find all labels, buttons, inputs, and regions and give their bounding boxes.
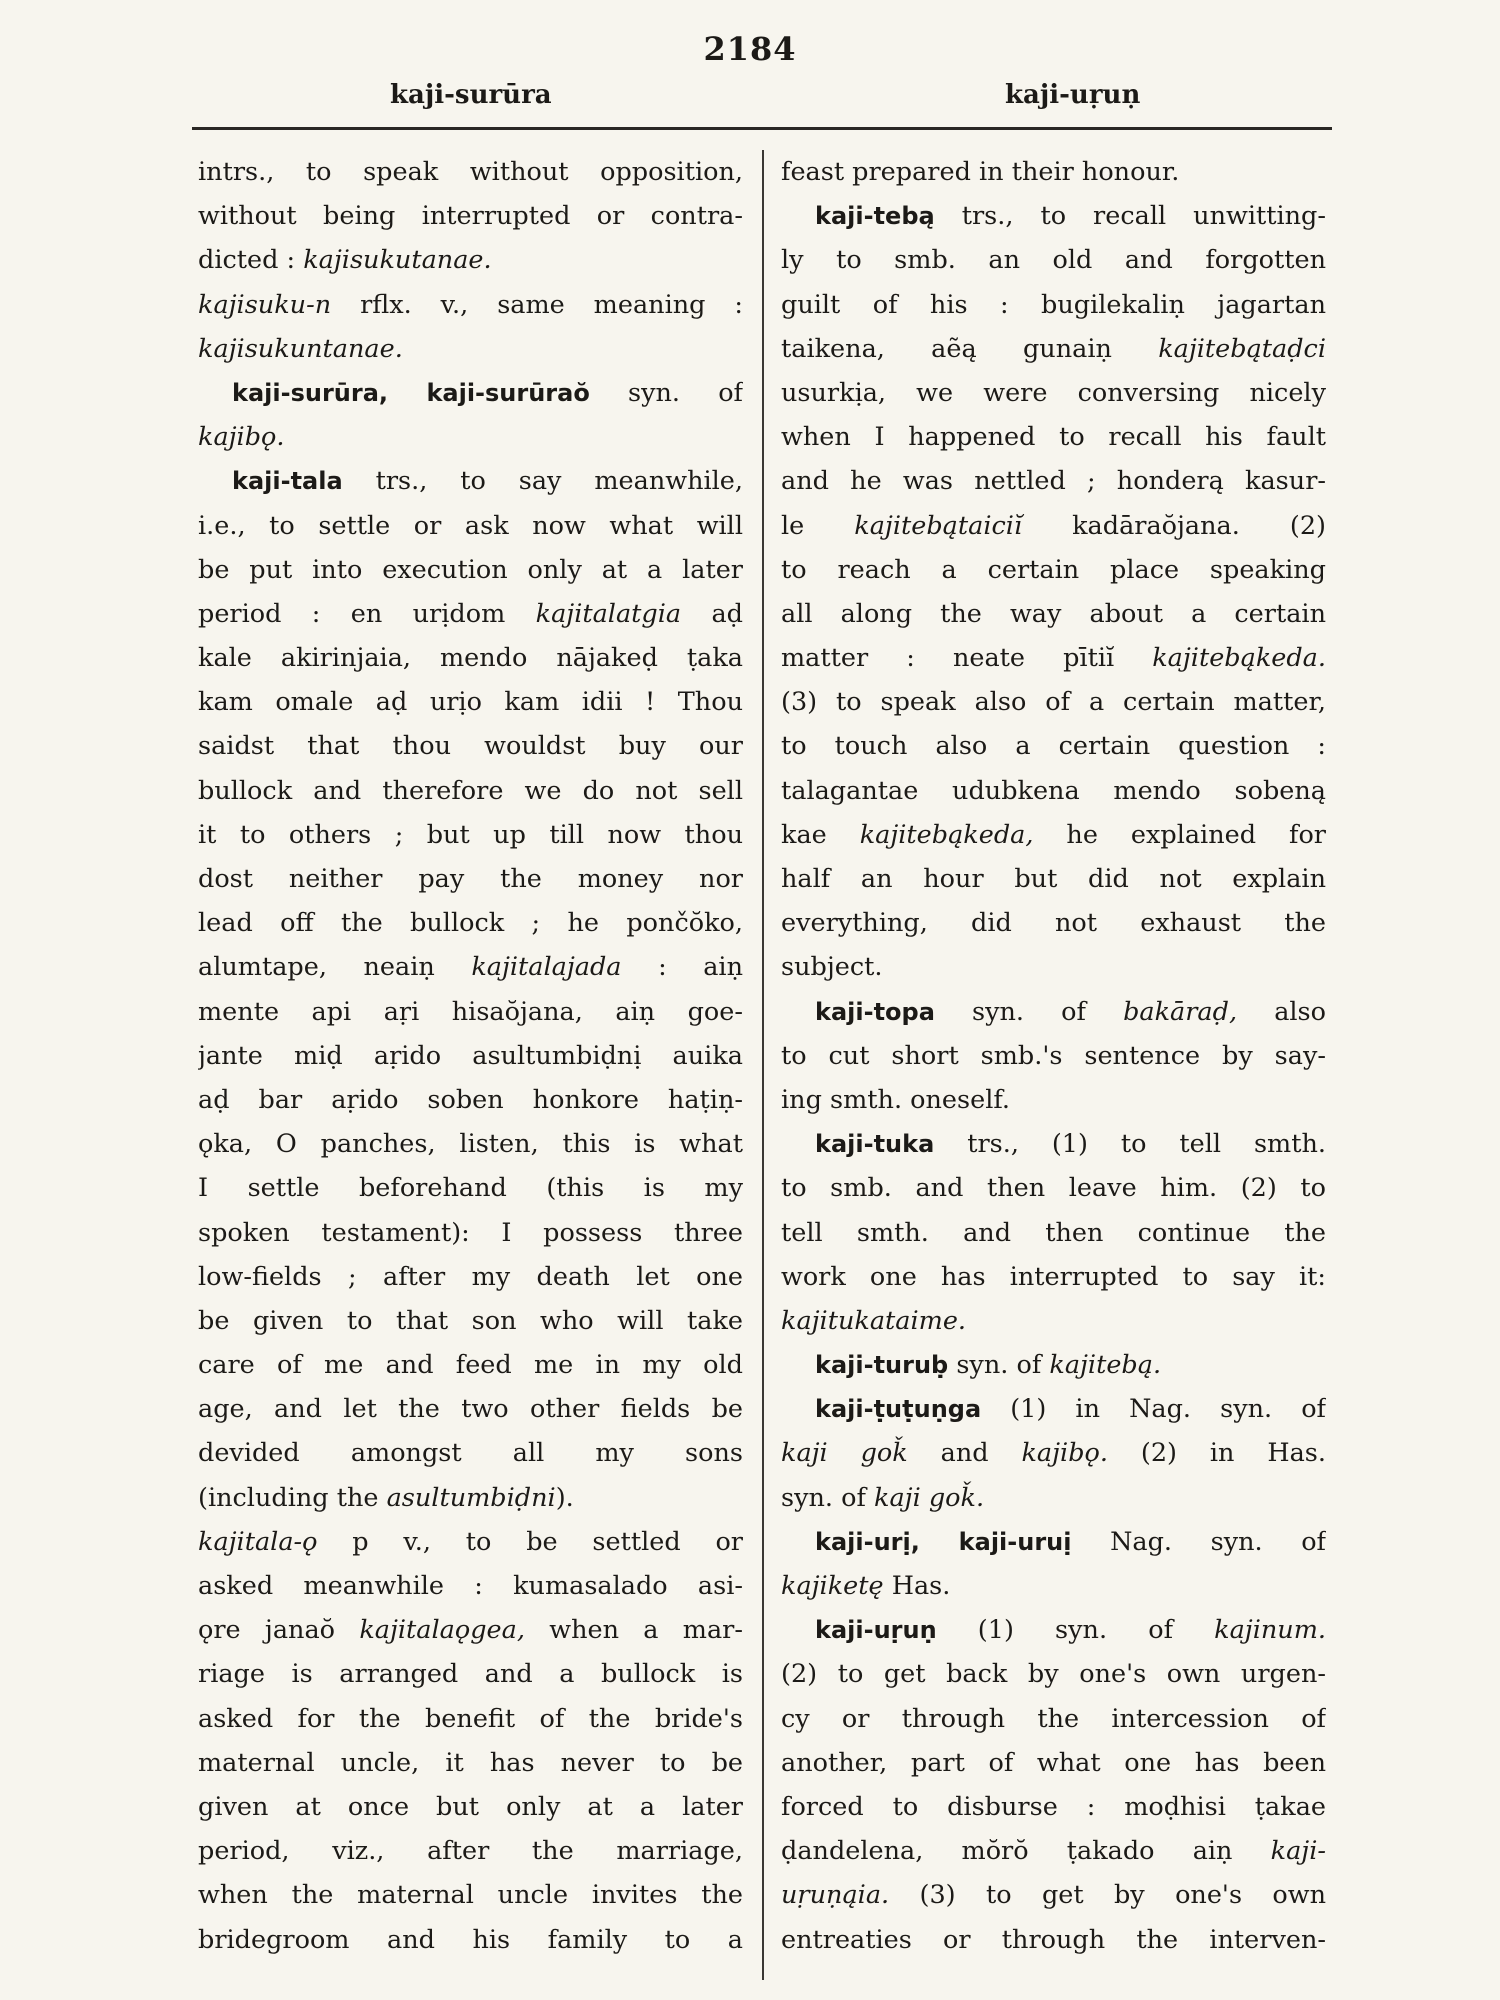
- text-line: [781, 548, 1326, 592]
- line-text: syn. of: [781, 1482, 875, 1513]
- line-text: be given to that son who will take: [198, 1305, 743, 1336]
- line-text: lead off the bullock ; he pončŏko,: [198, 908, 743, 939]
- line-text: to reach a certain place speaking: [781, 554, 1326, 585]
- text-line: [781, 857, 1326, 901]
- text-line: [781, 371, 1326, 415]
- example-text: kajisuku-n: [198, 289, 332, 320]
- line-text: when a mar-: [524, 1615, 743, 1646]
- line-text: when the maternal uncle invites the: [198, 1880, 743, 1911]
- text-line: [781, 504, 1326, 548]
- line-text: care of me and feed me in my old: [198, 1350, 743, 1381]
- text-line: [198, 1918, 743, 1962]
- line-text: dicted :: [198, 245, 304, 276]
- line-text: maternal uncle, it has never to be: [198, 1747, 743, 1778]
- text-line: [198, 371, 743, 415]
- line-text: intrs., to speak without opposition,: [198, 157, 743, 187]
- example-text: kajibǫ.: [198, 422, 285, 453]
- text-line: [198, 415, 743, 459]
- example-text: kaji goǩ: [781, 1438, 908, 1469]
- line-text: without being interrupted or contra-: [198, 201, 743, 232]
- text-line: [198, 1034, 743, 1078]
- line-text: it to others ; but up till now thou: [198, 819, 743, 850]
- line-text: everything, did not exhaust the: [781, 908, 1326, 939]
- text-line: [198, 1564, 743, 1608]
- line-text: (3) to speak also of a certain matter,: [781, 687, 1326, 718]
- line-text: aḍ: [681, 598, 743, 629]
- line-text: ǫre janaŏ: [198, 1615, 360, 1646]
- line-text: Nag. syn. of: [1071, 1526, 1326, 1557]
- text-line: [781, 813, 1326, 857]
- text-line: [198, 1299, 743, 1343]
- text-line: [198, 283, 743, 327]
- headword: kaji-turuḅ: [815, 1351, 949, 1380]
- line-text: I settle beforehand (this is my: [198, 1173, 743, 1204]
- text-line: [198, 459, 743, 503]
- example-text: uṛuṇąia.: [781, 1880, 890, 1911]
- line-text: tell smth. and then continue the: [781, 1217, 1326, 1248]
- text-line: [781, 283, 1326, 327]
- text-line: [198, 857, 743, 901]
- line-text: guilt of his : bugilekaliṇ jagartan: [781, 289, 1326, 320]
- line-text: when I happened to recall his fault: [781, 422, 1326, 453]
- text-line: [781, 592, 1326, 636]
- line-text: (3) to get by one's own: [889, 1880, 1326, 1911]
- text-line: [198, 1697, 743, 1741]
- line-text: saidst that thou wouldst buy our: [198, 731, 743, 762]
- line-text: entreaties or through the interven-: [781, 1924, 1326, 1955]
- text-line: [198, 194, 743, 238]
- line-text: mente api aṛi hisaŏjana, aiṇ goe-: [198, 996, 743, 1027]
- example-text: kajitalajada: [471, 952, 622, 983]
- line-text: aḍ bar aṛido soben honkore haṭiṇ-: [198, 1084, 743, 1115]
- line-text: riage is arranged and a bullock is: [198, 1659, 743, 1690]
- example-text: bakāraḍ,: [1123, 996, 1238, 1027]
- example-text: kajinum.: [1214, 1615, 1326, 1646]
- line-text: ing smth. oneself.: [781, 1084, 1010, 1115]
- headword: kaji-tuka: [815, 1130, 935, 1159]
- text-line: [198, 1078, 743, 1122]
- text-line: [781, 1829, 1326, 1873]
- line-text: to smb. and then leave him. (2) to: [781, 1173, 1326, 1204]
- text-line: [198, 1476, 743, 1520]
- right-column: [781, 150, 1326, 1962]
- text-line: [198, 548, 743, 592]
- text-line: [198, 1608, 743, 1652]
- line-text: given at once but only at a later: [198, 1791, 743, 1822]
- example-text: kajitalatgia: [535, 598, 682, 629]
- header-rule: [192, 127, 1332, 130]
- text-line: [781, 1387, 1326, 1431]
- line-text: talagantae udubkena mendo sobeną: [781, 775, 1326, 806]
- line-text: dost neither pay the money nor: [198, 864, 743, 894]
- text-line: [198, 990, 743, 1034]
- line-text: syn. of: [948, 1350, 1050, 1381]
- text-line: [781, 1299, 1326, 1343]
- line-text: jante miḍ aṛido asultumbiḍnị auika: [198, 1040, 743, 1071]
- example-text: kajitebątaḍci: [1158, 333, 1326, 364]
- line-text: all along the way about a certain: [781, 598, 1326, 629]
- example-text: kajitukataime.: [781, 1305, 967, 1336]
- text-line: [198, 813, 743, 857]
- line-text: alumtape, neaiṇ: [198, 952, 472, 983]
- headword: kaji-urị, kaji-uruị: [815, 1527, 1072, 1556]
- example-text: kaji-: [1270, 1836, 1326, 1867]
- text-line: [198, 636, 743, 680]
- text-line: [781, 1608, 1326, 1652]
- example-text: kajitebąkeda.: [1152, 643, 1326, 674]
- text-line: [781, 1034, 1326, 1078]
- text-line: [781, 327, 1326, 371]
- line-text: forced to disburse : moḍhisi ṭakae: [781, 1791, 1326, 1822]
- headword: kaji-surūra, kaji-surūraŏ: [232, 378, 590, 407]
- example-text: kajiketę: [781, 1571, 884, 1601]
- text-line: [781, 1918, 1326, 1962]
- example-text: kajisukuntanae.: [198, 333, 403, 364]
- text-line: [198, 1166, 743, 1210]
- text-line: [781, 1697, 1326, 1741]
- text-line: [198, 1343, 743, 1387]
- line-text: devided amongst all my sons: [198, 1438, 743, 1469]
- line-text: he explained for: [1033, 819, 1326, 850]
- text-line: [198, 592, 743, 636]
- line-text: (2) in Has.: [1107, 1438, 1326, 1469]
- line-text: to cut short smb.'s sentence by say-: [781, 1040, 1326, 1071]
- text-line: [781, 769, 1326, 813]
- example-text: kajitebąkeda,: [859, 819, 1034, 850]
- text-line: [781, 636, 1326, 680]
- example-text: kaji goǩ.: [874, 1482, 985, 1513]
- text-line: [781, 1564, 1326, 1608]
- text-line: [781, 1211, 1326, 1255]
- line-text: le: [781, 510, 855, 541]
- text-line: [198, 1520, 743, 1564]
- headword: kaji-tala: [232, 467, 343, 496]
- line-text: : aiṇ: [621, 952, 743, 983]
- line-text: kam omale aḍ urịo kam idii ! Thou: [198, 687, 743, 718]
- headword: kaji-topa: [815, 997, 935, 1026]
- line-text: kadāraŏjana. (2): [1022, 510, 1326, 541]
- line-text: trs., to recall unwitting-: [934, 201, 1326, 232]
- text-line: [781, 1785, 1326, 1829]
- line-text: taikena, aẽą gunaiṇ: [781, 333, 1159, 364]
- text-line: [781, 1741, 1326, 1785]
- text-line: [198, 1785, 743, 1829]
- line-text: subject.: [781, 952, 883, 983]
- line-text: syn. of: [589, 377, 743, 408]
- line-text: trs., to say meanwhile,: [342, 466, 743, 497]
- line-text: ).: [555, 1482, 574, 1513]
- text-line: [198, 1652, 743, 1696]
- line-text: syn. of: [934, 996, 1124, 1027]
- text-line: [198, 769, 743, 813]
- text-line: [198, 1122, 743, 1166]
- line-text: half an hour but did not explain: [781, 864, 1326, 894]
- text-line: [198, 150, 743, 194]
- headword: kaji-uṛuṇ: [815, 1616, 937, 1645]
- line-text: bullock and therefore we do not sell: [198, 775, 743, 806]
- text-line: [781, 415, 1326, 459]
- line-text: and: [907, 1438, 1022, 1469]
- text-line: [781, 1343, 1326, 1387]
- running-head-right: kaji-uṛuṇ: [1005, 80, 1141, 110]
- line-text: also: [1237, 996, 1326, 1027]
- line-text: Has.: [883, 1571, 951, 1601]
- example-text: kajitalaǫgea,: [359, 1615, 525, 1646]
- text-line: [781, 150, 1326, 194]
- text-line: [781, 1520, 1326, 1564]
- text-line: [198, 680, 743, 724]
- line-text: spoken testament): I possess three: [198, 1217, 743, 1248]
- left-column: [198, 150, 743, 1962]
- line-text: trs., (1) to tell smth.: [934, 1129, 1326, 1160]
- column-divider: [762, 150, 764, 1980]
- line-text: bridegroom and his family to a: [198, 1924, 743, 1955]
- text-line: [781, 238, 1326, 282]
- line-text: age, and let the two other fields be: [198, 1394, 743, 1425]
- line-text: asked for the benefit of the bride's: [198, 1703, 743, 1734]
- example-text: kajibǫ.: [1021, 1438, 1108, 1469]
- line-text: i.e., to settle or ask now what will: [198, 510, 743, 541]
- example-text: kajitebą.: [1049, 1350, 1162, 1381]
- text-line: [198, 945, 743, 989]
- line-text: asked meanwhile : kumasalado asi-: [198, 1571, 743, 1601]
- line-text: (1) in Nag. syn. of: [981, 1394, 1326, 1425]
- text-line: [781, 901, 1326, 945]
- running-head-left: kaji-surūra: [390, 80, 552, 110]
- text-line: [781, 1873, 1326, 1917]
- line-text: be put into execution only at a later: [198, 554, 743, 585]
- text-line: [198, 724, 743, 768]
- line-text: and he was nettled ; honderą kasur-: [781, 466, 1326, 497]
- text-line: [781, 945, 1326, 989]
- line-text: rflx. v., same meaning :: [331, 289, 743, 320]
- line-text: another, part of what one has been: [781, 1747, 1326, 1778]
- text-line: [781, 1652, 1326, 1696]
- text-line: [781, 1476, 1326, 1520]
- text-line: [198, 1211, 743, 1255]
- text-line: [781, 194, 1326, 238]
- text-line: [781, 459, 1326, 503]
- text-line: [781, 724, 1326, 768]
- line-text: ḍandelena, mŏrŏ ṭakado aiṇ: [781, 1836, 1271, 1867]
- line-text: work one has interrupted to say it:: [781, 1261, 1326, 1292]
- line-text: matter : neate pītiĭ: [781, 643, 1153, 674]
- text-line: [781, 990, 1326, 1034]
- line-text: ǫka, O panches, listen, this is what: [198, 1129, 743, 1160]
- line-text: (2) to get back by one's own urgen-: [781, 1659, 1326, 1690]
- text-line: [781, 1255, 1326, 1299]
- line-text: period, viz., after the marriage,: [198, 1836, 743, 1867]
- text-line: [198, 1829, 743, 1873]
- text-line: [198, 1873, 743, 1917]
- line-text: cy or through the intercession of: [781, 1703, 1326, 1734]
- text-line: [781, 1166, 1326, 1210]
- text-line: [198, 1387, 743, 1431]
- page-number: 2184: [703, 30, 797, 68]
- example-text: kajisukutanae.: [303, 245, 492, 276]
- line-text: kae: [781, 819, 860, 850]
- line-text: to touch also a certain question :: [781, 731, 1326, 762]
- line-text: p v., to be settled or: [317, 1526, 743, 1557]
- line-text: ly to smb. an old and forgotten: [781, 245, 1326, 276]
- text-line: [198, 1255, 743, 1299]
- text-line: [198, 1741, 743, 1785]
- text-line: [781, 680, 1326, 724]
- line-text: (including the: [198, 1482, 387, 1513]
- text-line: [781, 1122, 1326, 1166]
- headword: kaji-tebą: [815, 202, 935, 231]
- example-text: kajitebątaiciĭ: [854, 510, 1023, 541]
- example-text: asultumbiḍni: [386, 1482, 556, 1513]
- line-text: (1) syn. of: [936, 1615, 1215, 1646]
- text-line: [198, 504, 743, 548]
- line-text: period : en urịdom: [198, 598, 536, 629]
- text-line: [198, 327, 743, 371]
- line-text: kale akirinjaia, mendo nājakeḍ ṭaka: [198, 643, 743, 674]
- text-line: [781, 1431, 1326, 1475]
- text-line: [198, 901, 743, 945]
- text-line: [198, 238, 743, 282]
- text-line: [781, 1078, 1326, 1122]
- line-text: usurkịa, we were conversing nicely: [781, 377, 1326, 408]
- line-text: low-fields ; after my death let one: [198, 1261, 743, 1292]
- text-line: [198, 1431, 743, 1475]
- headword: kaji-ṭuṭuṇga: [815, 1395, 982, 1424]
- line-text: feast prepared in their honour.: [781, 157, 1180, 187]
- example-text: kajitala-ǫ: [198, 1526, 318, 1557]
